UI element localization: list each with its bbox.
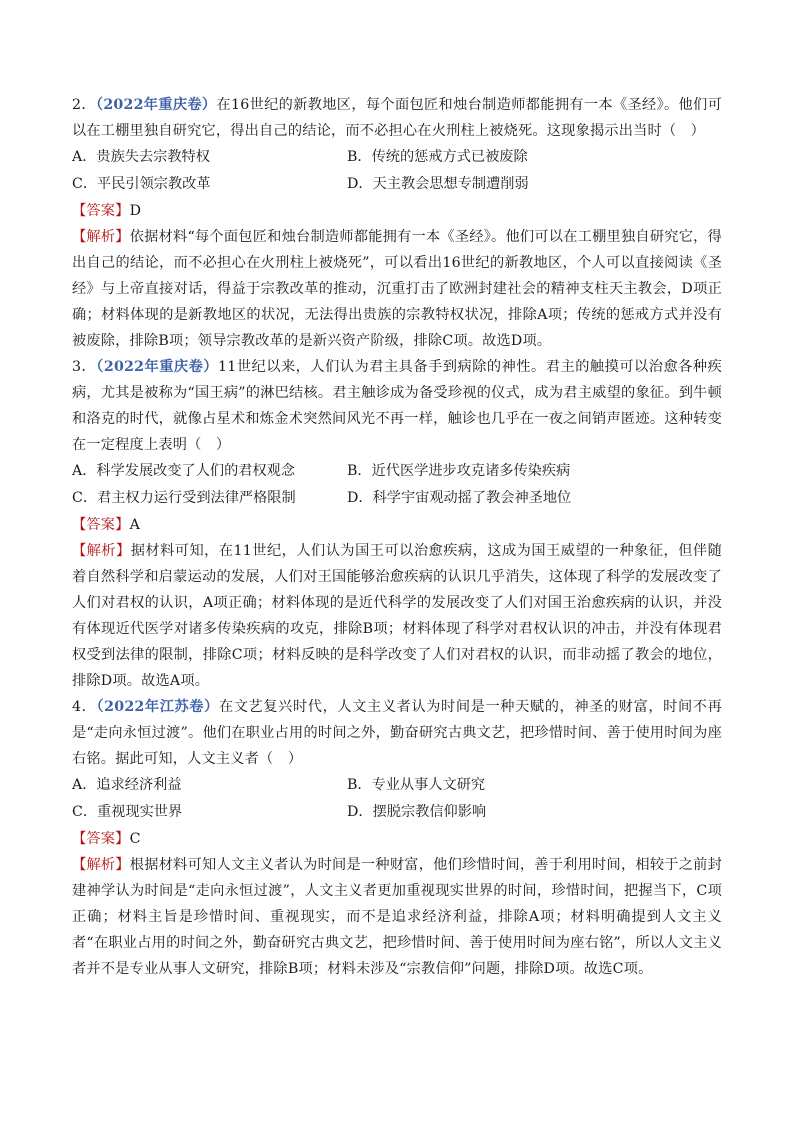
option-a: A．贵族失去宗教特权: [72, 149, 210, 165]
analysis-text: 依据材料“每个面包匠和烛台制造师都能拥有一本《圣经》。他们可以在工棚里独自研究它，得出自己的结论，而不必担心在火刑柱上被烧死”，可以看出16世纪的新教地区，个人可以直接阅读《圣经》与上帝直接对话，得益于宗教改革的推动，沉重打击了欧洲封建社会的精神支柱天主教会，D项正确；材料体现的是新教地区的状况，无法得出贵族的宗教特权状况，排除A项；传统的惩戒方式并没有被废除，排除B项；领导宗教改革的是新兴资产阶级，排除C项。故选D项。: [72, 229, 722, 349]
option-b: B．近代医学进步攻克诸多传染疾病: [347, 463, 571, 479]
question-source: （2022年江苏卷）: [96, 699, 219, 715]
analysis-label: 【解析】: [72, 543, 131, 559]
option-c: C．平民引领宗教改革: [72, 176, 211, 192]
option-c: C．重视现实世界: [72, 804, 183, 820]
option-c: C．君主权力运行受到法律严格限制: [72, 490, 296, 506]
options-grid: [72, 458, 722, 512]
answer-line: [72, 512, 722, 538]
option-d: D．摆脱宗教信仰影响: [347, 804, 487, 820]
answer-label: 【答案】: [72, 203, 130, 219]
question-4: [72, 694, 722, 982]
option-b: B．传统的惩戒方式已被废除: [347, 149, 528, 165]
analysis-paragraph: [72, 224, 722, 354]
question-number: 4．: [72, 699, 97, 715]
analysis-paragraph: [72, 538, 722, 694]
answer-label: 【答案】: [72, 517, 130, 533]
analysis-text: 根据材料可知人文主义者认为时间是一种财富，他们珍惜时间，善于利用时间，相较于之前封建神学认为时间是“走向永恒过渡”，人文主义者更加重视现实世界的时间，珍惜时间，把握当下，C项正确；材料主旨是珍惜时间、重视现实，而不是追求经济利益，排除A项；材料明确提到人文主义者“在职业占用的时间之外，勤奋研究古典文艺，把珍惜时间、善于使用时间为座右铭”，所以人文主义者并不是专业从事人文研究，排除B项；材料未涉及“宗教信仰”问题，排除D项。故选C项。: [72, 857, 723, 977]
answer-value: D: [129, 203, 142, 219]
document-page: [72, 92, 722, 982]
question-stem: [72, 354, 722, 458]
question-text: 在文艺复兴时代，人文主义者认为时间是一种天赋的，神圣的财富，时间不再是“走向永恒过渡”。他们在职业占用的时间之外，勤奋研究古典文艺，把珍惜时间、善于使用时间为座右铭。据此可知，人文主义者（ ）: [72, 699, 723, 767]
answer-label: 【答案】: [72, 831, 130, 847]
answer-line: [72, 198, 722, 224]
option-b: B．专业从事人文研究: [347, 777, 486, 793]
option-d: D．科学宇宙观动摇了教会神圣地位: [347, 490, 572, 506]
analysis-text: 据材料可知，在11世纪，人们认为国王可以治愈疾病，这成为国王威望的一种象征，但伴随着自然科学和启蒙运动的发展，人们对王国能够治愈疾病的认识几乎消失，这体现了科学的发展改变了人们对君权的认识，A项正确；材料体现的是近代科学的发展改变了人们对国王治愈疾病的认识，并没有体现近代医学对诸多传染疾病的攻克，排除B项；材料体现了科学对君权认识的冲击，并没有体现君权受到法律的限制，排除C项；材料反映的是科学改变了人们对君权的认识，而非动摇了教会的地位，排除D项。故选A项。: [72, 543, 722, 689]
question-source: （2022年重庆卷）: [95, 97, 217, 113]
option-a: A．追求经济利益: [72, 777, 182, 793]
answer-value: C: [129, 831, 141, 847]
analysis-label: 【解析】: [72, 857, 130, 873]
question-2: [72, 92, 722, 354]
question-text: 在16世纪的新教地区，每个面包匠和烛台制造师都能拥有一本《圣经》。他们可以在工棚里独自研究它，得出自己的结论，而不必担心在火刑柱上被烧死。这现象揭示出当时（ ）: [72, 97, 723, 139]
analysis-paragraph: [72, 852, 722, 982]
question-3: [72, 354, 722, 694]
option-d: D．天主教会思想专制遭削弱: [347, 176, 529, 192]
answer-line: [72, 826, 722, 852]
answer-value: A: [129, 517, 141, 533]
options-grid: [72, 144, 722, 198]
option-a: A．科学发展改变了人们的君权观念: [72, 463, 296, 479]
analysis-label: 【解析】: [72, 229, 130, 245]
question-number: 2．: [72, 97, 96, 113]
question-stem: [72, 694, 722, 772]
question-stem: [72, 92, 722, 144]
question-number: 3．: [72, 359, 97, 375]
options-grid: [72, 772, 722, 826]
question-text: 11世纪以来，人们认为君主具备手到病除的神性。君主的触摸可以治愈各种疾病，尤其是被称为“国王病”的淋巴结核。君主触诊成为备受珍视的仪式，成为君主威望的象征。到牛顿和洛克的时代，就像占星术和炼金术突然间风光不再一样，触诊也几乎在一夜之间销声匿迹。这种转变在一定程度上表明（ ）: [72, 359, 722, 453]
question-source: （2022年重庆卷）: [96, 359, 219, 375]
